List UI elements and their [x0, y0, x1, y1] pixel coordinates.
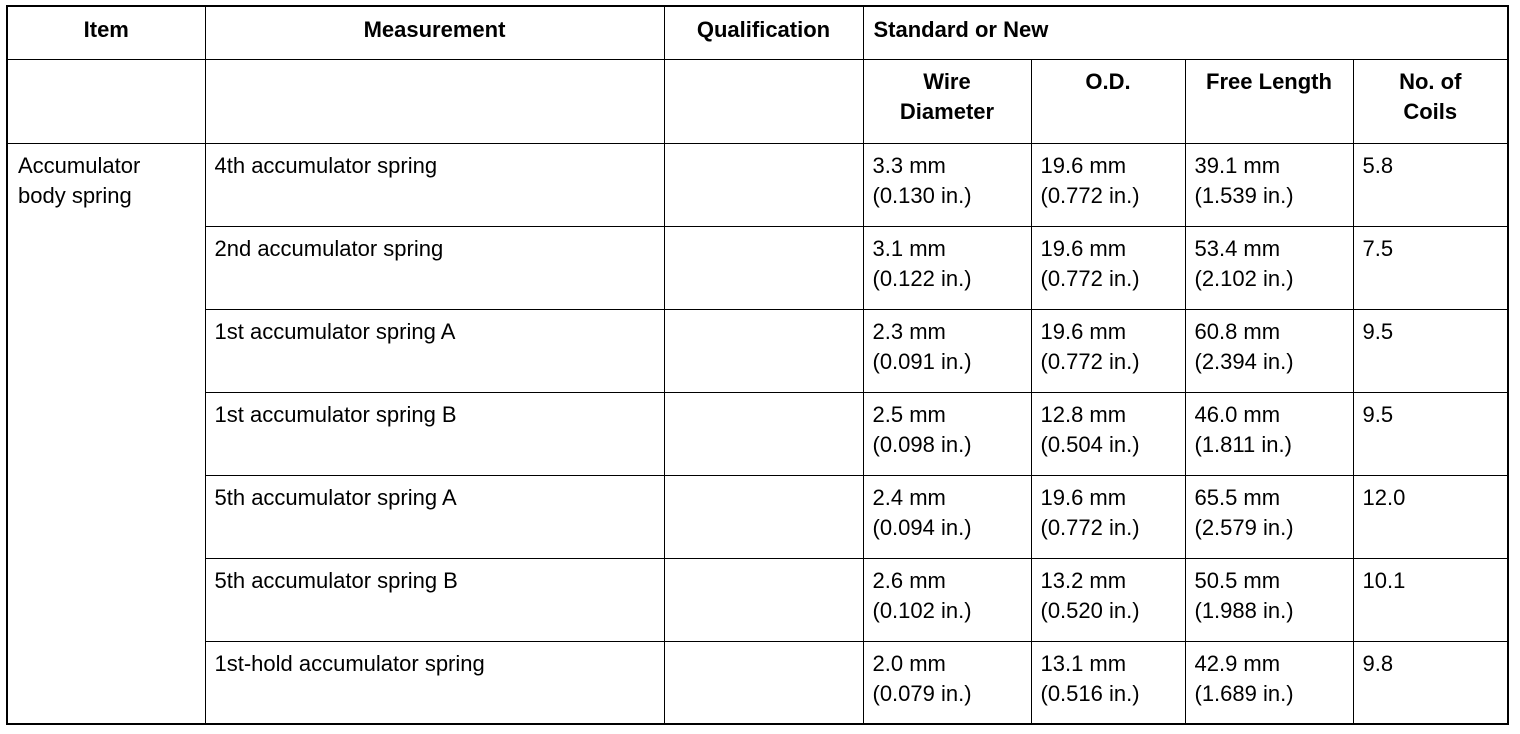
free-length-mm: 60.8 mm — [1194, 318, 1281, 344]
qualification-cell — [664, 475, 863, 558]
qualification-cell — [664, 558, 863, 641]
free-length-cell — [1185, 641, 1353, 724]
qualification-cell — [664, 392, 863, 475]
subheader-empty-qualification — [664, 59, 863, 143]
free-length-mm: 65.5 mm — [1194, 484, 1281, 510]
od-cell — [1031, 143, 1185, 226]
wire-in: (0.094 in.) — [872, 514, 972, 540]
od-in: (0.772 in.) — [1040, 348, 1140, 374]
measurement-cell: 5th accumulator spring B — [205, 558, 664, 641]
od-mm: 12.8 mm — [1040, 401, 1127, 427]
free-length-mm: 42.9 mm — [1194, 650, 1281, 676]
measurement-cell: 5th accumulator spring A — [205, 475, 664, 558]
measurement-cell: 2nd accumulator spring — [205, 226, 664, 309]
free-length-cell — [1185, 226, 1353, 309]
free-length-cell — [1185, 143, 1353, 226]
coils-cell: 9.5 — [1353, 392, 1508, 475]
subheader-row — [7, 59, 1508, 143]
item-name-line1: Accumulator — [18, 152, 141, 178]
wire-mm: 2.0 mm — [872, 650, 946, 676]
wire-in: (0.091 in.) — [872, 348, 972, 374]
wire-in: (0.130 in.) — [872, 182, 972, 208]
table-row — [7, 475, 1508, 558]
wire-diameter-cell — [863, 392, 1031, 475]
qualification-cell — [664, 641, 863, 724]
od-cell — [1031, 392, 1185, 475]
header-measurement: Measurement — [205, 6, 664, 59]
free-length-mm: 46.0 mm — [1194, 401, 1281, 427]
od-cell — [1031, 558, 1185, 641]
coils-cell: 9.8 — [1353, 641, 1508, 724]
header-item: Item — [7, 6, 205, 59]
free-length-cell — [1185, 475, 1353, 558]
subheader-no-of-coils-line2: Coils — [1403, 98, 1458, 124]
free-length-cell — [1185, 558, 1353, 641]
wire-in: (0.079 in.) — [872, 680, 972, 706]
free-length-in: (1.811 in.) — [1194, 431, 1292, 457]
od-in: (0.504 in.) — [1040, 431, 1140, 457]
wire-mm: 2.3 mm — [872, 318, 946, 344]
measurement-cell: 1st-hold accumulator spring — [205, 641, 664, 724]
wire-mm: 2.4 mm — [872, 484, 946, 510]
subheader-free-length: Free Length — [1185, 59, 1353, 143]
header-qualification: Qualification — [664, 6, 863, 59]
subheader-no-of-coils — [1353, 59, 1508, 143]
wire-in: (0.098 in.) — [872, 431, 972, 457]
od-in: (0.516 in.) — [1040, 680, 1140, 706]
od-in: (0.772 in.) — [1040, 514, 1140, 540]
free-length-in: (1.988 in.) — [1194, 597, 1294, 623]
od-cell — [1031, 309, 1185, 392]
od-mm: 19.6 mm — [1040, 235, 1127, 261]
wire-diameter-cell — [863, 309, 1031, 392]
measurement-cell: 1st accumulator spring B — [205, 392, 664, 475]
item-cell — [7, 143, 205, 724]
free-length-in: (2.102 in.) — [1194, 265, 1294, 291]
subheader-od: O.D. — [1031, 59, 1185, 143]
qualification-cell — [664, 226, 863, 309]
od-mm: 19.6 mm — [1040, 484, 1127, 510]
coils-cell: 5.8 — [1353, 143, 1508, 226]
od-cell — [1031, 641, 1185, 724]
subheader-wire-diameter-line1: Wire — [923, 68, 971, 94]
header-row — [7, 6, 1508, 59]
wire-in: (0.102 in.) — [872, 597, 972, 623]
subheader-wire-diameter — [863, 59, 1031, 143]
od-cell — [1031, 475, 1185, 558]
table-row — [7, 226, 1508, 309]
coils-cell: 10.1 — [1353, 558, 1508, 641]
subheader-wire-diameter-line2: Diameter — [899, 98, 995, 124]
free-length-mm: 39.1 mm — [1194, 152, 1281, 178]
od-mm: 13.2 mm — [1040, 567, 1127, 593]
od-mm: 19.6 mm — [1040, 152, 1127, 178]
od-in: (0.520 in.) — [1040, 597, 1140, 623]
measurement-cell: 4th accumulator spring — [205, 143, 664, 226]
free-length-in: (2.579 in.) — [1194, 514, 1294, 540]
header-standard-or-new: Standard or New — [863, 6, 1508, 59]
subheader-empty-measurement — [205, 59, 664, 143]
od-mm: 19.6 mm — [1040, 318, 1127, 344]
coils-cell: 7.5 — [1353, 226, 1508, 309]
free-length-mm: 53.4 mm — [1194, 235, 1281, 261]
wire-diameter-cell — [863, 641, 1031, 724]
od-in: (0.772 in.) — [1040, 265, 1140, 291]
free-length-in: (1.539 in.) — [1194, 182, 1294, 208]
coils-cell: 12.0 — [1353, 475, 1508, 558]
qualification-cell — [664, 309, 863, 392]
free-length-in: (1.689 in.) — [1194, 680, 1294, 706]
table-row — [7, 641, 1508, 724]
free-length-mm: 50.5 mm — [1194, 567, 1281, 593]
table-row — [7, 558, 1508, 641]
wire-diameter-cell — [863, 475, 1031, 558]
od-cell — [1031, 226, 1185, 309]
free-length-cell — [1185, 309, 1353, 392]
wire-diameter-cell — [863, 558, 1031, 641]
subheader-empty-item — [7, 59, 205, 143]
table-row — [7, 392, 1508, 475]
od-in: (0.772 in.) — [1040, 182, 1140, 208]
qualification-cell — [664, 143, 863, 226]
item-name-line2: body spring — [18, 182, 132, 208]
od-mm: 13.1 mm — [1040, 650, 1127, 676]
wire-mm: 3.3 mm — [872, 152, 946, 178]
wire-diameter-cell — [863, 226, 1031, 309]
wire-diameter-cell — [863, 143, 1031, 226]
coils-cell: 9.5 — [1353, 309, 1508, 392]
free-length-cell — [1185, 392, 1353, 475]
table-row — [7, 309, 1508, 392]
spring-spec-table — [6, 5, 1509, 725]
wire-mm: 2.5 mm — [872, 401, 946, 427]
subheader-no-of-coils-line1: No. of — [1399, 68, 1462, 94]
wire-mm: 3.1 mm — [872, 235, 946, 261]
wire-mm: 2.6 mm — [872, 567, 946, 593]
measurement-cell: 1st accumulator spring A — [205, 309, 664, 392]
free-length-in: (2.394 in.) — [1194, 348, 1294, 374]
table-row — [7, 143, 1508, 226]
wire-in: (0.122 in.) — [872, 265, 972, 291]
